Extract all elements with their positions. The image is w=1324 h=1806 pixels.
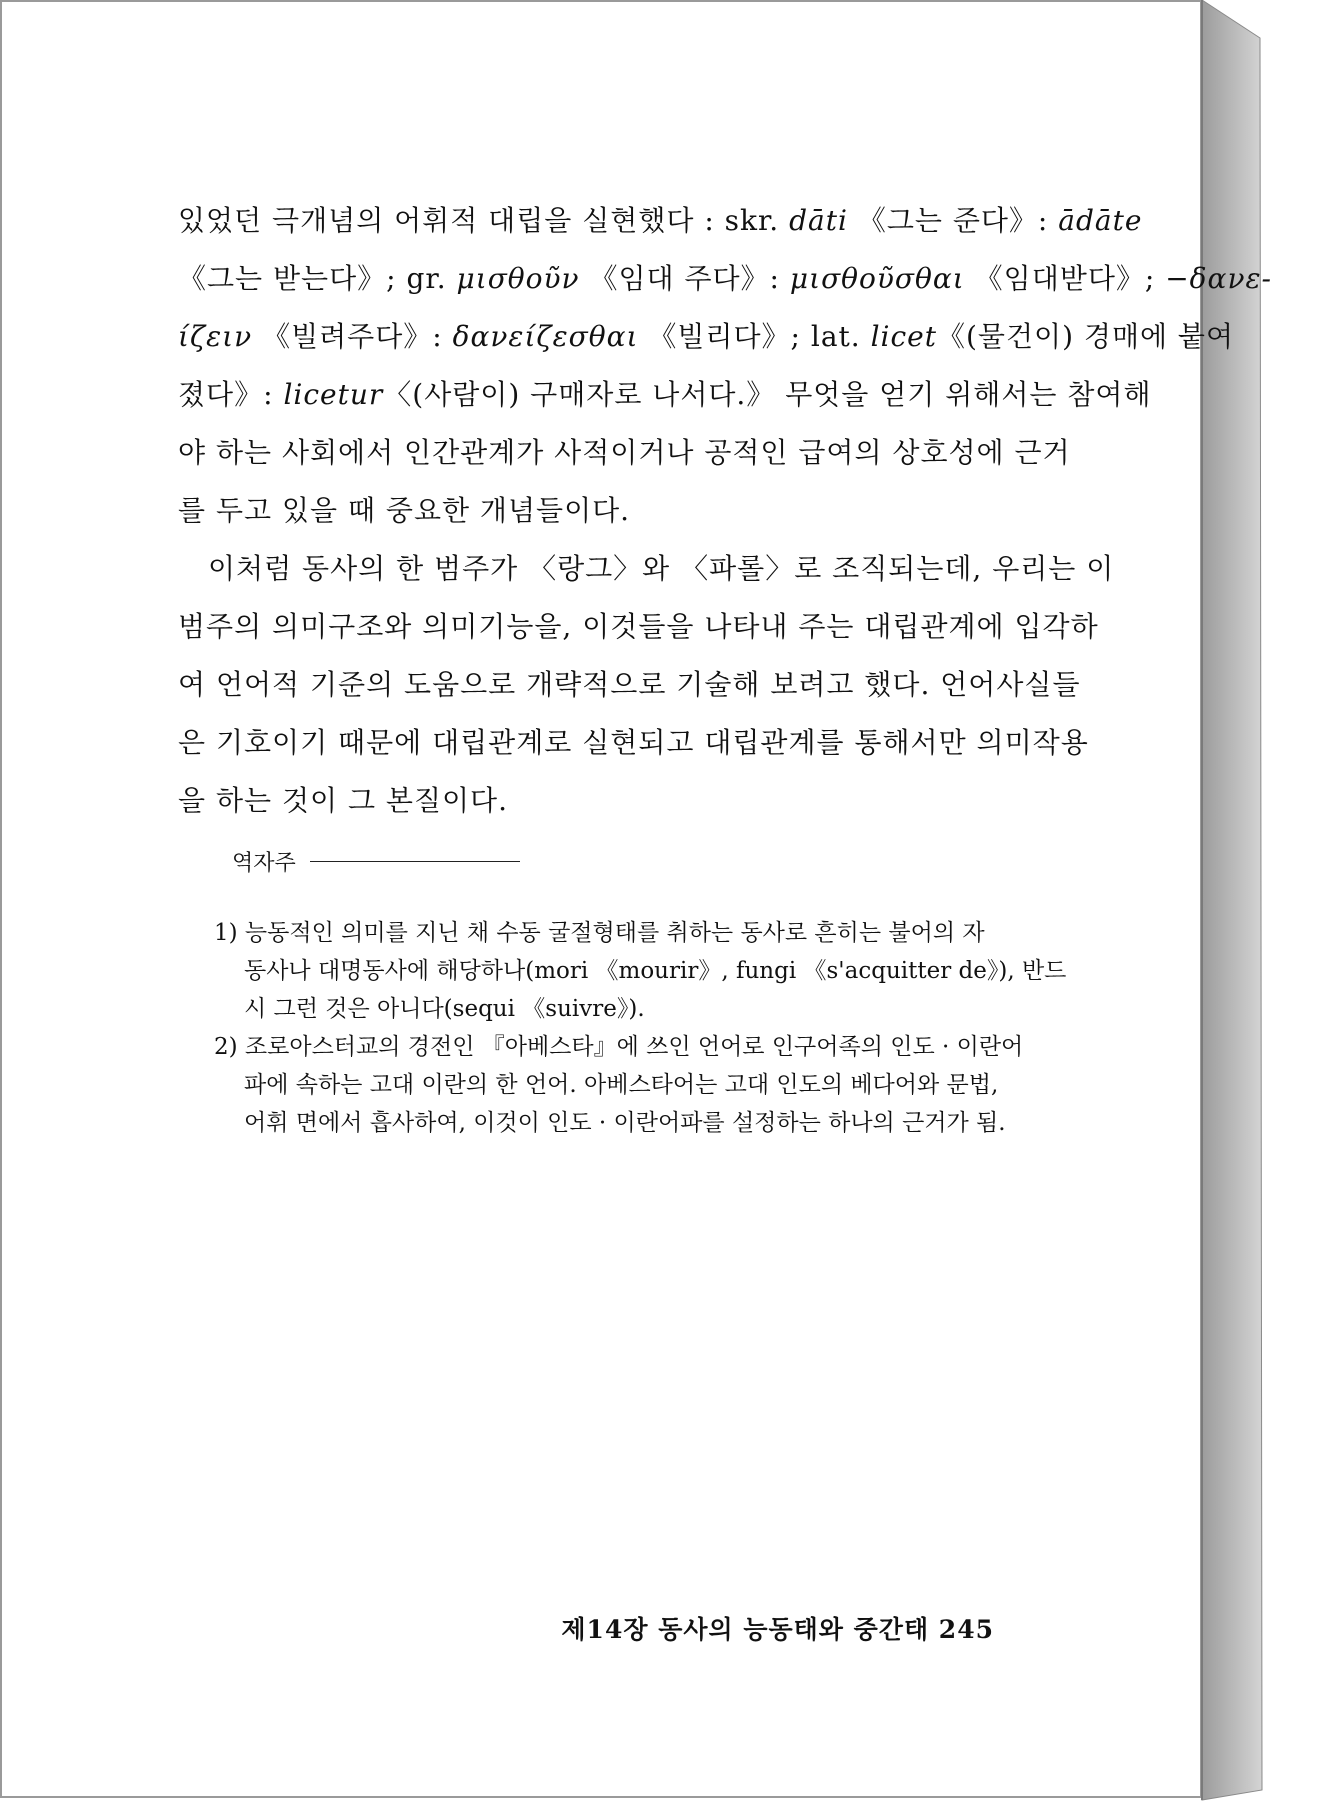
footnote-line: 시 그런 것은 아니다(sequi 《suivre》). (244, 996, 645, 1022)
footnote-line: 어휘 면에서 흡사하여, 이것이 인도 · 이란어파를 설정하는 하나의 근거가 됨. (244, 1110, 1006, 1136)
body-text-segment: 〈(사람이) 구매자로 나서다.》 무엇을 얻기 위해서는 참여해 (383, 378, 1152, 411)
body-line (178, 366, 1152, 424)
foreign-term: μισθοῦν (456, 262, 580, 295)
footnotes (214, 914, 1067, 1142)
foreign-term: δανείζεσθαι (452, 320, 639, 353)
foreign-term: dāti (789, 204, 848, 237)
body-text-segment: 있었던 극개념의 어휘적 대립을 실현했다 : skr. (178, 204, 790, 237)
foreign-term: δανε- (1189, 262, 1272, 295)
body-line (178, 598, 1099, 656)
body-text-segment: 《임대받다》; − (964, 262, 1190, 295)
footnote-line: 파에 속하는 고대 이란의 한 언어. 아베스타어는 고대 인도의 베다어와 문법, (244, 1072, 999, 1098)
body-text-segment: 《빌려주다》: (252, 320, 453, 353)
footnote-line: 1) 능동적인 의미를 지닌 채 수동 굴절형태를 취하는 동사로 흔히는 불어의 자 (214, 920, 985, 946)
body-text-segment: 이처럼 동사의 한 범주가 〈랑그〉와 〈파롤〉로 조직되는데, 우리는 이 (208, 552, 1115, 585)
body-line (178, 482, 1018, 540)
foreign-term: ίζειν (178, 320, 253, 353)
body-text-segment: 《빌리다》; lat. (638, 320, 871, 353)
body-text-segment: 졌다》: (178, 378, 284, 411)
running-footer: 제14장 동사의 능동태와 중간태 245 (561, 1615, 994, 1644)
body-line (178, 772, 1018, 830)
footnote-rule (310, 861, 520, 862)
body-text-segment: 을 하는 것이 그 본질이다. (178, 784, 508, 817)
body-line (178, 714, 1089, 772)
foreign-term: ādāte (1058, 204, 1143, 237)
body-line (178, 308, 1235, 366)
body-line (178, 540, 1115, 598)
footnote-heading (232, 846, 520, 877)
body-line (178, 424, 1071, 482)
body-text-segment: 야 하는 사회에서 인간관계가 사적이거나 공적인 급여의 상호성에 근거 (178, 436, 1071, 469)
body-line (178, 656, 1081, 714)
footnote-line: 2) 조로아스터교의 경전인 『아베스타』에 쓰인 언어로 인구어족의 인도 · 이란어 (214, 1034, 1024, 1060)
body-text-segment: 《임대 주다》: (579, 262, 790, 295)
foreign-term: licetur (283, 378, 384, 411)
body-text-segment: 은 기호이기 때문에 대립관계로 실현되고 대립관계를 통해서만 의미작용 (178, 726, 1089, 759)
body-text-segment: 범주의 의미구조와 의미기능을, 이것들을 나타내 주는 대립관계에 입각하 (178, 610, 1099, 643)
body-text-segment: 《그는 받는다》; gr. (178, 262, 457, 295)
body-text (178, 192, 1272, 830)
footnote-line: 동사나 대명동사에 해당하나(mori 《mourir》, fungi 《s'acquitter de》), 반드 (244, 958, 1067, 984)
body-text-segment: 여 언어적 기준의 도움으로 개략적으로 기술해 보려고 했다. 언어사실들 (178, 668, 1081, 701)
body-text-segment: 《(물건이) 경매에 붙여 (937, 320, 1235, 353)
body-line (178, 250, 1272, 308)
body-line (178, 192, 1143, 250)
foreign-term: licet (870, 320, 937, 353)
footnote-heading-label: 역자주 (232, 851, 296, 876)
foreign-term: μισθοῦσθαι (789, 262, 965, 295)
footnote-2 (214, 1028, 1034, 1142)
body-text-segment: 《그는 준다》: (847, 204, 1059, 237)
footnote-1 (214, 914, 1067, 1028)
body-text-segment: 를 두고 있을 때 중요한 개념들이다. (178, 494, 631, 527)
